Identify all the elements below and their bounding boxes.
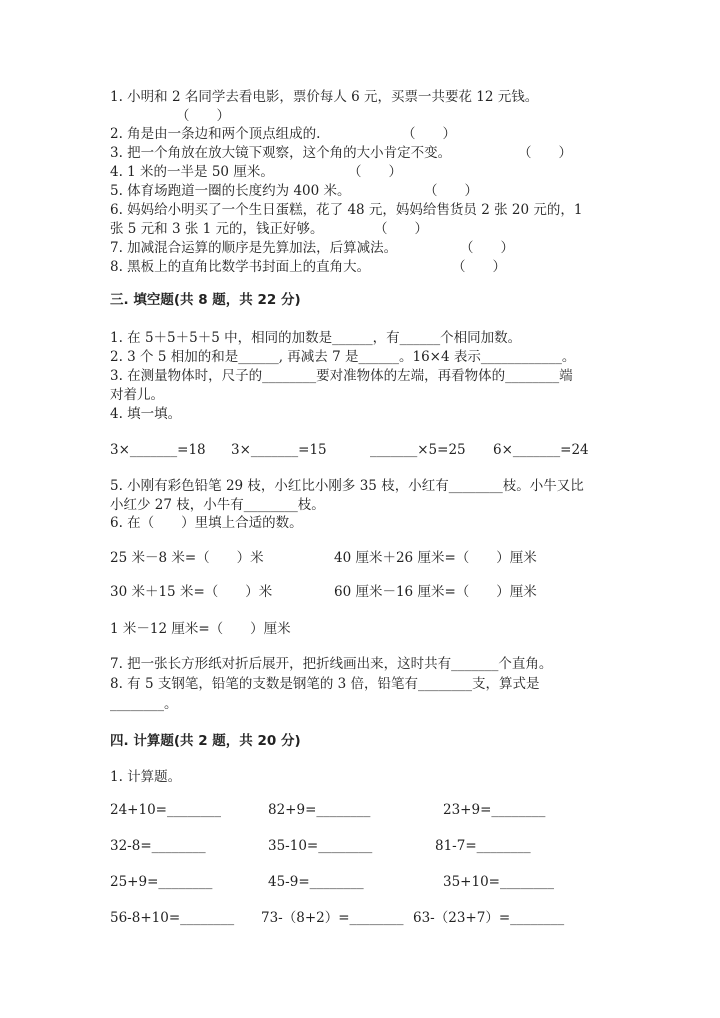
calc-item: 73-（8+2）=________ — [261, 910, 404, 926]
calc-item: 32-8=________ — [110, 838, 206, 854]
answer-paren-4[interactable]: （ ） — [348, 164, 402, 180]
fill-question-2: 2. 3 个 5 相加的和是______, 再减去 7 是______。16×4 表示____________。 — [110, 349, 576, 365]
fill-question-5: 5. 小刚有彩色铅笔 29 枝，小红比小刚多 35 枝，小红有________枝。小牛又比 — [110, 478, 584, 494]
unit-item: 30 米＋15 米=（ ）米 — [110, 584, 273, 600]
calc-item: 45-9=________ — [268, 874, 364, 890]
fill-question-8-cont: ________。 — [110, 696, 178, 712]
tf-question-5: 5. 体育场跑道一圈的长度约为 400 米。 — [110, 183, 351, 199]
unit-item: 60 厘米－16 厘米=（ ）厘米 — [334, 584, 537, 600]
answer-paren-6[interactable]: （ ） — [374, 221, 428, 237]
calc-item: 63-（23+7）=________ — [413, 910, 565, 926]
answer-paren-1[interactable]: （ ） — [176, 108, 230, 124]
calc-item: 24+10=________ — [110, 802, 221, 818]
calc-item: 25+9=________ — [110, 874, 213, 890]
calc-item: 23+9=________ — [443, 802, 546, 818]
fill-item: _______×5=25 — [370, 442, 466, 458]
fill-question-6: 6. 在（ ）里填上合适的数。 — [110, 515, 303, 531]
answer-paren-3[interactable]: （ ） — [518, 145, 572, 161]
fill-item: 3×_______=15 — [231, 442, 327, 458]
section3-heading: 三. 填空题(共 8 题，共 22 分) — [110, 292, 301, 308]
calc-item: 82+9=________ — [268, 802, 371, 818]
fill-question-8: 8. 有 5 支钢笔，铅笔的支数是钢笔的 3 倍，铅笔有________支，算式是 — [110, 676, 540, 692]
tf-question-1: 1. 小明和 2 名同学去看电影，票价每人 6 元，买票一共要花 12 元钱。 — [110, 89, 539, 105]
unit-item: 25 米－8 米=（ ）米 — [110, 550, 264, 566]
unit-item: 40 厘米＋26 厘米=（ ）厘米 — [334, 550, 537, 566]
calc-item: 35+10=________ — [443, 874, 554, 890]
fill-question-3: 3. 在测量物体时，尺子的________要对准物体的左端，再看物体的________端 — [110, 368, 573, 384]
fill-item: 3×_______=18 — [110, 442, 206, 458]
tf-question-4: 4. 1 米的一半是 50 厘米。 — [110, 164, 274, 180]
fill-question-4: 4. 填一填。 — [110, 406, 182, 422]
answer-paren-8[interactable]: （ ） — [452, 259, 506, 275]
calc-item: 81-7=________ — [435, 838, 531, 854]
tf-question-7: 7. 加减混合运算的顺序是先算加法，后算减法。 — [110, 240, 398, 256]
calc-item: 35-10=________ — [268, 838, 373, 854]
tf-question-8: 8. 黑板上的直角比数学书封面上的直角大。 — [110, 259, 371, 275]
fill-question-1: 1. 在 5＋5＋5＋5 中，相同的加数是______，有______个相同加数。 — [110, 330, 522, 346]
tf-question-6-cont: 张 5 元和 3 张 1 元的，钱正好够。 — [110, 221, 324, 237]
tf-question-2: 2. 角是由一条边和两个顶点组成的. — [110, 126, 321, 142]
tf-question-3: 3. 把一个角放在放大镜下观察，这个角的大小肯定不变。 — [110, 145, 452, 161]
unit-item: 1 米－12 厘米=（ ）厘米 — [110, 621, 291, 637]
fill-question-5-cont: 小红少 27 枝，小牛有________枝。 — [110, 497, 325, 513]
section4-heading: 四. 计算题(共 2 题，共 20 分) — [110, 733, 301, 749]
answer-paren-7[interactable]: （ ） — [460, 240, 514, 256]
answer-paren-2[interactable]: （ ） — [402, 126, 456, 142]
fill-item: 6×_______=24 — [493, 442, 589, 458]
fill-question-7: 7. 把一张长方形纸对折后展开，把折线画出来，这时共有_______个直角。 — [110, 656, 553, 672]
tf-question-6: 6. 妈妈给小明买了一个生日蛋糕，花了 48 元，妈妈给售货员 2 张 20 元的，1 — [110, 202, 583, 218]
fill-question-3-cont: 对着儿。 — [110, 387, 164, 403]
answer-paren-5[interactable]: （ ） — [424, 183, 478, 199]
calc-item: 56-8+10=________ — [110, 910, 235, 926]
calc-question-1: 1. 计算题。 — [110, 769, 182, 785]
